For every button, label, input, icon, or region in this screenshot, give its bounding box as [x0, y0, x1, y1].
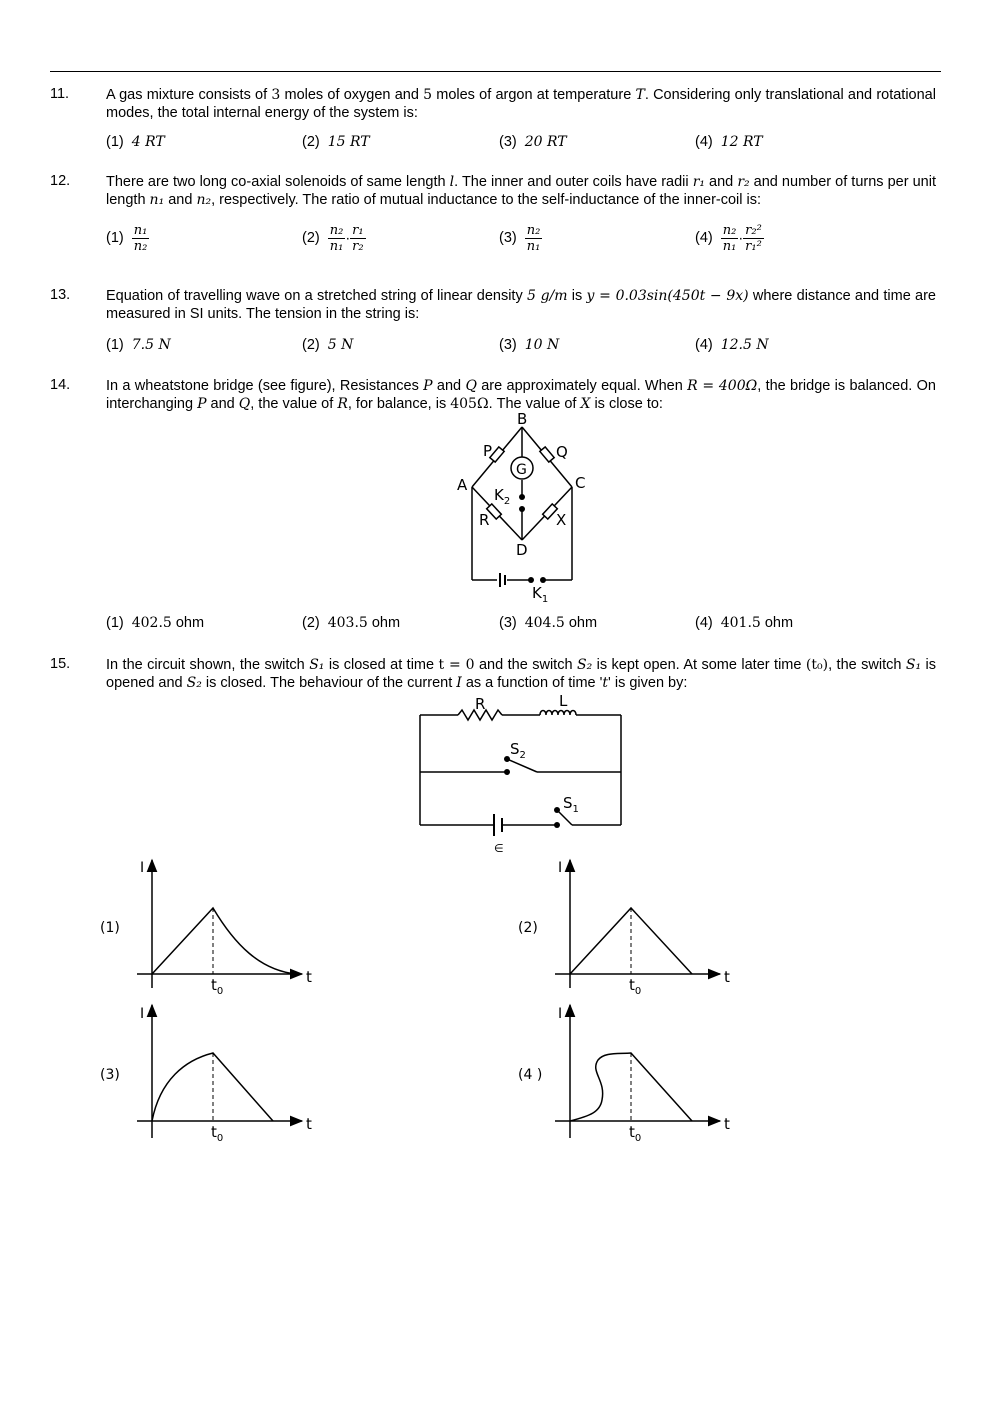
option-2[interactable]: (2) 15 RT: [302, 134, 370, 150]
node-label-b: B: [517, 410, 528, 428]
node-label-a: A: [457, 476, 468, 494]
tick-label-t0: $t_0$: [629, 976, 642, 997]
galvanometer-label: G: [516, 462, 527, 478]
resistor-label-q: Q: [556, 443, 568, 461]
key-label-k2: $K_2$: [494, 486, 511, 507]
option-3[interactable]: (3) 404.5 ohm: [499, 615, 598, 631]
y-axis-label: I: [140, 1006, 145, 1022]
fraction: $\frac{\text{n₂}}{\text{n₁}}$: [722, 223, 737, 254]
option-1[interactable]: (1) $\frac{\text{n₁}}{\text{n₂}}$: [106, 223, 148, 254]
option-2[interactable]: (2) 5 N: [302, 337, 354, 353]
question-text: In a wheatstone bridge (see figure), Resistances P and Q are approximately equal. When R = 400Ω, the bridge is balanced. On interchanging P and Q, the value of R, for balance, is 405Ω. The value of X is close to:: [106, 378, 937, 412]
x-axis-label: t: [306, 968, 312, 986]
option-label: (3): [100, 1067, 120, 1083]
x-axis-label: t: [724, 968, 730, 986]
tick-label-t0: $t_0$: [211, 976, 224, 997]
option-label: (2): [518, 920, 538, 936]
option-2[interactable]: (2) $\frac{\text{n₂}}{\text{n₁}}$ · $\frac{\text{r₁}}{\text{r₂}}$: [302, 223, 364, 254]
graph-option-2: [518, 860, 730, 997]
option-label: (1): [100, 920, 120, 936]
tick-label-t0: $t_0$: [629, 1123, 642, 1144]
question-number: 13.: [50, 287, 71, 303]
question-text: Equation of travelling wave on a stretched string of linear density 5 g/m is y = 0.03sin(450t − 9x) where distance and time are measured in SI units. The tension in the string is:: [106, 288, 936, 322]
option-1[interactable]: (1) 7.5 N: [106, 337, 171, 353]
y-axis-label: I: [558, 860, 563, 876]
fraction: $\frac{\text{n₂}}{\text{n₁}}$: [526, 223, 541, 254]
question-number: 12.: [50, 173, 71, 189]
inductor-label-l: L: [559, 692, 568, 710]
question-number: 14.: [50, 377, 71, 393]
tick-label-t0: $t_0$: [211, 1123, 224, 1144]
resistor-label-r: R: [479, 511, 490, 529]
x-axis-label: t: [724, 1115, 730, 1133]
option-1[interactable]: (1) 402.5 ohm: [106, 615, 205, 631]
fraction: $\frac{\text{n₁}}{\text{n₂}}$: [133, 223, 148, 254]
option-3[interactable]: (3) $\frac{\text{n₂}}{\text{n₁}}$: [499, 223, 541, 254]
current-curve: [152, 908, 296, 974]
fraction: $\frac{\text{r₂²}}{\text{r₁²}}$: [745, 223, 762, 254]
option-label: (4 ): [518, 1067, 543, 1083]
question-number: 11.: [50, 86, 70, 102]
question-text: In the circuit shown, the switch S₁ is closed at time t = 0 and the switch S₂ is kept open. At some later time (t₀), the switch S₁ is opened and S₂ is closed. The behaviour of the current I as a function of time 't' is given by:: [106, 657, 937, 691]
emf-label: ∈: [494, 842, 504, 855]
question-text: There are two long co-axial solenoids of same length l. The inner and outer coils have radii r₁ and r₂ and number of turns per unit length n₁ and n₂, respectively. The ratio of mutual inductance to the self-inductance of the inner-coil is:: [106, 174, 936, 208]
graph-option-4: [518, 1005, 730, 1144]
fraction: $\frac{\text{r₁}}{\text{r₂}}$: [352, 223, 364, 254]
y-axis-label: I: [140, 860, 145, 876]
option-1[interactable]: (1) 4 RT: [106, 134, 165, 150]
key-label-k1: $K_1$: [532, 584, 549, 605]
resistor-label-r: R: [475, 695, 486, 713]
option-3[interactable]: (3) 20 RT: [499, 134, 567, 150]
resistor-label-p: P: [483, 442, 493, 460]
node-label-c: C: [575, 474, 586, 492]
option-3[interactable]: (3) 10 N: [499, 337, 560, 353]
graph-option-3: [100, 1005, 312, 1144]
option-4[interactable]: (4) 12.5 N: [695, 337, 769, 353]
question-number: 15.: [50, 656, 71, 672]
option-4[interactable]: (4) 401.5 ohm: [695, 615, 794, 631]
fraction: $\frac{\text{n₂}}{\text{n₁}}$: [329, 223, 344, 254]
switch-label-s1: $S_1$: [563, 794, 579, 815]
node-label-d: D: [516, 541, 528, 559]
option-4[interactable]: (4) $\frac{\text{n₂}}{\text{n₁}}$ · $\frac{\text{r₂²}}{\text{r₁²}}$: [695, 223, 762, 254]
x-axis-label: t: [306, 1115, 312, 1133]
resistor-label-x: X: [556, 511, 567, 529]
option-4[interactable]: (4) 12 RT: [695, 134, 763, 150]
switch-label-s2: $S_2$: [510, 740, 526, 761]
y-axis-label: I: [558, 1006, 563, 1022]
option-2[interactable]: (2) 403.5 ohm: [302, 615, 401, 631]
graph-option-1: [100, 860, 312, 997]
question-text: A gas mixture consists of 3 moles of oxygen and 5 moles of argon at temperature T. Considering only translational and rotational modes, the total internal energy of the system is:: [106, 87, 936, 121]
